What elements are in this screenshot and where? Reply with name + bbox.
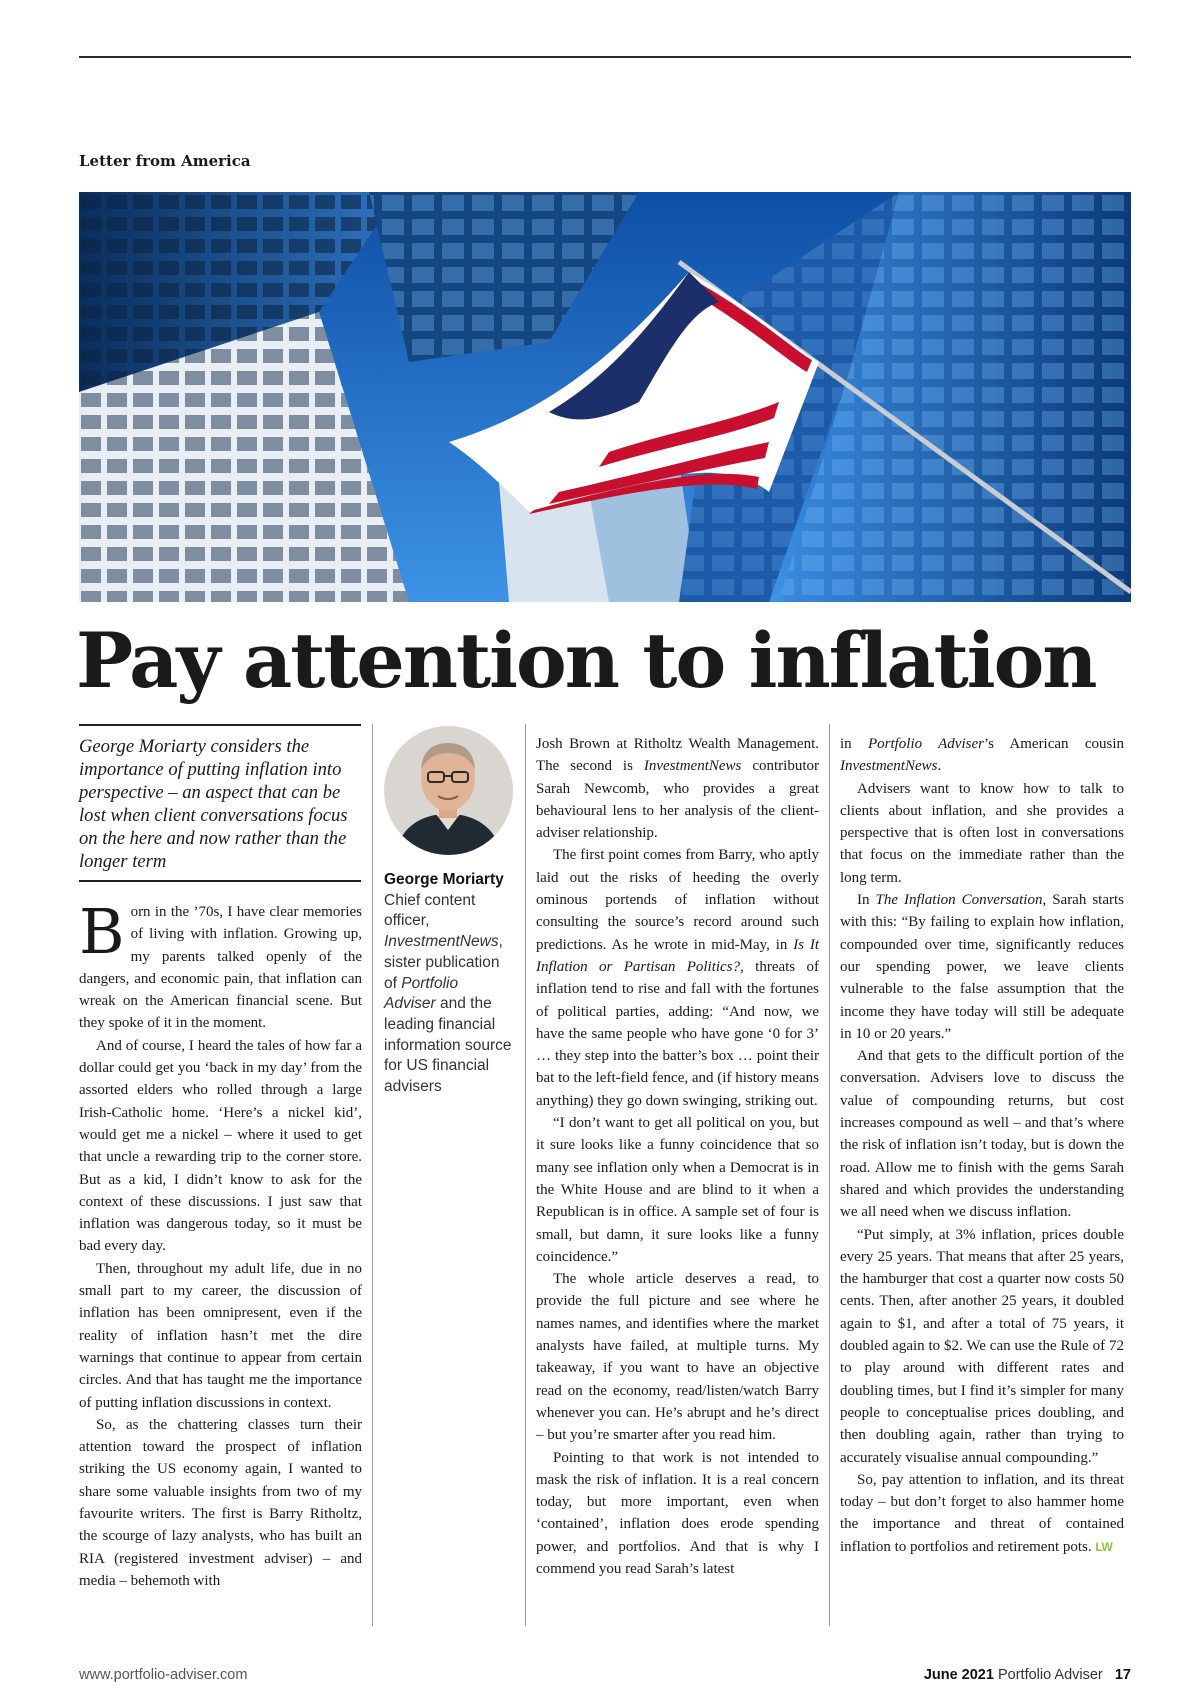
paragraph: The whole article deserves a read, to provide the full picture and see where he names names, and identifies where the market analysts have failed, at multiple turns. My takeaway, if you want to have an objective read on the economy, read/listen/watch Barry whenever you can. He’s abrupt and he’s direct – but you’re smarter after you read him. [536, 1271, 819, 1444]
author-name: George Moriarty [384, 871, 504, 888]
standfirst-top-rule [79, 724, 361, 726]
paragraph: Advisers want to know how to talk to clients about inflation, and she provides a perspective that is often lost in conversations that focus on the immediate rather than the long term. [840, 780, 1124, 886]
body-column-3 [536, 733, 819, 1580]
paragraph: Born in the ’70s, I have clear memories of living with inflation. Growing up, my parents talked openly of the dangers, and economic pain, that inflation can wreak on the American financial scene. But they spoke of it in the moment. [79, 895, 362, 1032]
footer-website: www.portfolio-adviser.com [79, 1667, 248, 1683]
body-column-1 [79, 895, 362, 1592]
paragraph: So, as the chattering classes turn their attention toward the prospect of inflation striking the US economy again, I wanted to share some valuable insights from two of my favourite writers. The first is Barry Ritholtz, the scourge of lazy analysts, who has built an RIA (registered investment adviser) – and media – behemoth with [79, 1416, 362, 1589]
page-number: 17 [1114, 1667, 1131, 1683]
author-bio [384, 870, 512, 1098]
paragraph: Then, throughout my adult life, due in no small part to my career, the discussion of inflation has been omnipresent, even if the reality of inflation hasn’t met the dire warnings that continue to appear from certain circles. And that has taught me the importance of putting inflation discussions in context. [79, 1260, 362, 1411]
paragraph: And of course, I heard the tales of how far a dollar could get you ‘back in my day’ from the assorted elders who rolled through a large Irish-Catholic home. ‘Here’s a nickel kid’, would get me a nickel – where it used to get that uncle a rewarding trip to the corner store. But as a kid, I didn’t know to ask for the context of these discussions. I just saw that inflation was dangerous today, so it must be bad every day. [79, 1037, 362, 1255]
paragraph: “Put simply, at 3% inflation, prices double every 25 years. That means that after 25 years, the hamburger that cost a quarter now costs 50 cents. Then, after another 25 years, it doubled again to $1, and after a total of 75 years, it doubled again to $2. We can use the Rule of 72 to play around with different rates and doubling times, but I find it’s simpler for many people to conceptualise prices doubling, and then doubling again, rather than trying to accurately visualise annual compounding.” [840, 1226, 1124, 1466]
author-description: Chief content officer, InvestmentNews, sister publication of Portfolio Adviser and the leading financial information source for US financial advisers [384, 891, 512, 1096]
column-divider [829, 724, 830, 1626]
headline: Pay attention to inflation [76, 616, 1096, 705]
top-rule [79, 56, 1131, 58]
paragraph: So, pay attention to inflation, and its threat today – but don’t forget to also hammer home the importance and threat of contained inflation to portfolios and retirement pots. LW [840, 1471, 1124, 1555]
paragraph: And that gets to the difficult portion of the conversation. Advisers love to discuss the value of compounding returns, but cost increases compound as well – and that’s where the risk of inflation isn’t today, but is down the road. Allow me to finish with the gems Sarah shared and which provides the understanding we all need when we discuss inflation. [840, 1048, 1124, 1221]
paragraph: Pointing to that work is not intended to mask the risk of inflation. It is a real concern today, but more important, even when ‘contained’, inflation does erode spending power, and portfolios. And that is why I commend you read Sarah’s latest [536, 1449, 819, 1577]
standfirst-bottom-rule [79, 880, 361, 882]
paragraph: In The Inflation Conversation, Sarah starts with this: “By failing to explain how inflation, compounded over time, significantly reduces our spending power, we leave clients vulnerable to the false assumption that the income they have today will still be adequate in 10 or 20 years.” [840, 892, 1124, 1042]
paragraph: “I don’t want to get all political on you, but it sure looks like a funny coincidence that so many see inflation only when a Democrat is in the White House and are blind to it when a Republican is in office. A sample set of four is small, but damn, it sure looks like a funny coincidence.” [536, 1115, 819, 1265]
paragraph: Josh Brown at Ritholtz Wealth Management. The second is InvestmentNews contributor Sarah Newcomb, who provides a great behavioural lens to her analysis of the client-adviser relationship. [536, 736, 819, 842]
author-photo [384, 726, 513, 855]
paragraph: in Portfolio Adviser’s American cousin InvestmentNews. [840, 736, 1124, 775]
hero-image [79, 192, 1131, 602]
footer-folio: June 2021 Portfolio Adviser 17 [923, 1667, 1131, 1683]
section-label: Letter from America [79, 152, 251, 170]
standfirst: George Moriarty considers the importance of putting inflation into perspective – an aspect that can be lost when client conversations focus on the here and now rather than the longer term [79, 736, 348, 872]
paragraph: The first point comes from Barry, who aptly laid out the risks of heeding the overly ominous portends of inflation without consulting the source’s record around such predictions. As he wrote in mid-May, in Is It Inflation or Partisan Politics?, threats of inflation tend to rise and fall with the fortunes of political parties, adding: “And now, we have the same people who have gone ‘0 for 3’ … they step into the batter’s box … point their bat to the left-field fence, and (if history means anything) they go down swinging, striking out. [536, 847, 819, 1109]
drop-cap: B [79, 895, 125, 968]
end-mark-logo: LW [1095, 1539, 1113, 1554]
column-divider [525, 724, 526, 1626]
body-column-4 [840, 733, 1124, 1558]
column-divider [372, 724, 373, 1626]
